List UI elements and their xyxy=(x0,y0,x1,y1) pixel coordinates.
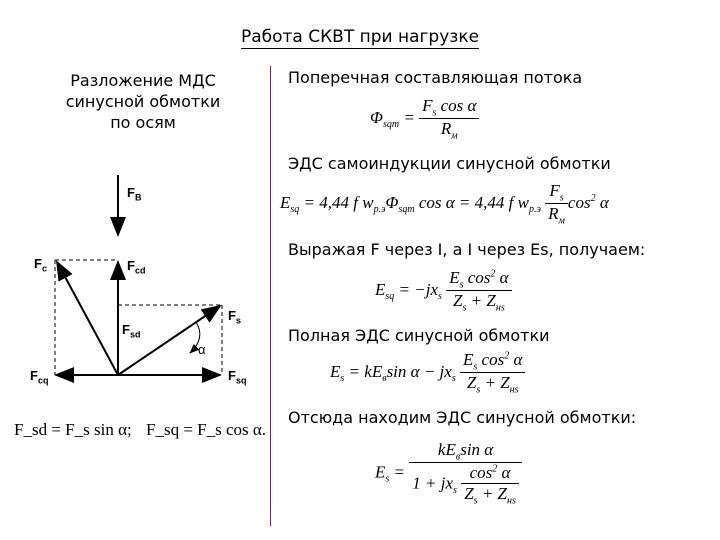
section-expressing: Выражая F через I, а I через Es, получаем: xyxy=(288,240,646,259)
fb-label: $F_B$ xyxy=(127,185,142,203)
fc-vector xyxy=(57,262,118,375)
slide-title: Работа СКВТ при нагрузке xyxy=(240,27,480,47)
fcd-label: $F_{cd}$ xyxy=(127,258,146,276)
es-result-formula: $E_s$ = $kE_в\sin$ α $1 + jx_s$ $\frac{\cos^2 \alpha}{Z_s + Z_{нs}}$ xyxy=(375,440,522,507)
column-divider xyxy=(270,66,271,526)
es-full-formula: $E_s = kE_в\sin$ $\alpha - jx_s$ $\frac{E_s \cos^2 \alpha}{Z_s + Z_{нs}}$ xyxy=(330,350,525,396)
fsq-formula: F_sq = F_s cos α. xyxy=(146,420,267,439)
fs-label: $F_s$ xyxy=(228,308,241,326)
fcq-label: $F_{cq}$ xyxy=(30,368,49,386)
fsq-label: $F_{sq}$ xyxy=(228,368,247,386)
esq-formula: $E_{sq} = 4,44$ f $w_{р.э}\Phi_{sqm}$ cos α = 4,44 f $w_{р.э}$ $\frac{F_s}{R_м}$ $\cos^2 \alpha$ xyxy=(280,181,609,227)
esq-jx-formula: $E_{sq} = -jx_s$ $\frac{E_s \cos^2 \alpha}{Z_s + Z_{нs}}$ xyxy=(375,268,512,314)
fsd-label: $F_{sd}$ xyxy=(122,322,141,340)
section-full-emf: Полная ЭДС синусной обмотки xyxy=(288,326,550,345)
fs-vector xyxy=(118,306,220,375)
flux-formula: $\Phi_{sqm}$ = $\frac{F_s \cos \alpha}{R_м}$ xyxy=(370,96,479,142)
section-self-induction-emf: ЭДС самоиндукции синусной обмотки xyxy=(288,154,611,173)
alpha-label: α xyxy=(198,342,206,357)
left-heading: Разложение МДС синусной обмотки по осям xyxy=(65,71,221,132)
fc-label: $F_c$ xyxy=(34,256,47,274)
fsd-formula: F_sd = F_s sin α; xyxy=(14,420,132,439)
section-result: Отсюда находим ЭДС синусной обмотки: xyxy=(288,408,637,427)
section-transverse-flux: Поперечная составляющая потока xyxy=(288,68,583,87)
